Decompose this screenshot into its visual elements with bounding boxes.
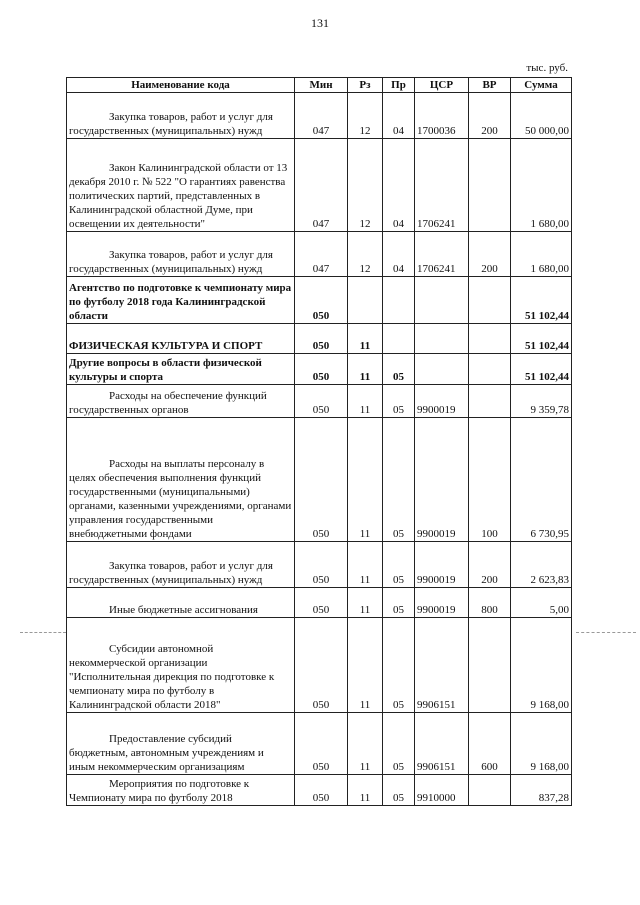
cell-csr: [415, 354, 469, 385]
cell-rz: 11: [348, 618, 383, 713]
cell-pr: 04: [383, 232, 415, 277]
col-header-csr: ЦСР: [415, 78, 469, 93]
cell-vr: 600: [469, 713, 511, 775]
cell-sum: 9 168,00: [511, 618, 572, 713]
cell-name: Закон Калининградской области от 13 декабря 2010 г. № 522 "О гарантиях равенства политических партий, представленных в Калининградской областной Думе, при освещении их деятельности": [67, 139, 295, 232]
budget-table: [66, 77, 572, 806]
cell-csr: 1706241: [415, 139, 469, 232]
cell-vr: 100: [469, 418, 511, 542]
table-row: [67, 775, 572, 806]
cell-pr: 05: [383, 588, 415, 618]
cell-vr: [469, 385, 511, 418]
cell-name: Закупка товаров, работ и услуг для государственных (муниципальных) нужд: [67, 542, 295, 588]
cell-name: Расходы на выплаты персоналу в целях обеспечения выполнения функций государственными (муниципальными) органами, казенными учреждениями, органами управления государственными внебюджетными фондами: [67, 418, 295, 542]
table-row: [67, 618, 572, 713]
cell-sum: 51 102,44: [511, 324, 572, 354]
table-row: [67, 542, 572, 588]
cell-sum: 1 680,00: [511, 139, 572, 232]
cell-rz: 11: [348, 385, 383, 418]
col-header-min: Мин: [295, 78, 348, 93]
col-header-pr: Пр: [383, 78, 415, 93]
table-header-row: [67, 78, 572, 93]
cell-pr: 04: [383, 93, 415, 139]
table-row: [67, 324, 572, 354]
cell-sum: 50 000,00: [511, 93, 572, 139]
cell-csr: [415, 324, 469, 354]
cell-sum: 9 359,78: [511, 385, 572, 418]
right-scan-line: [576, 632, 636, 633]
cell-rz: 12: [348, 139, 383, 232]
cell-rz: [348, 277, 383, 324]
col-header-vr: ВР: [469, 78, 511, 93]
cell-name: Субсидии автономной некоммерческой организации "Исполнительная дирекция по подготовке к чемпионату мира по футболу в Калининградской области 2018": [67, 618, 295, 713]
table-row: [67, 139, 572, 232]
cell-csr: 9906151: [415, 618, 469, 713]
cell-csr: 1700036: [415, 93, 469, 139]
table-row: [67, 418, 572, 542]
cell-min: 050: [295, 277, 348, 324]
cell-pr: 05: [383, 354, 415, 385]
cell-pr: 05: [383, 713, 415, 775]
cell-min: 050: [295, 713, 348, 775]
cell-csr: 9900019: [415, 588, 469, 618]
cell-min: 047: [295, 93, 348, 139]
table-row: [67, 354, 572, 385]
cell-sum: 51 102,44: [511, 277, 572, 324]
cell-name: Расходы на обеспечение функций государственных органов: [67, 385, 295, 418]
cell-min: 050: [295, 418, 348, 542]
table-row: [67, 277, 572, 324]
cell-rz: 12: [348, 93, 383, 139]
cell-min: 047: [295, 232, 348, 277]
units-label: тыс. руб.: [526, 62, 568, 74]
cell-sum: 6 730,95: [511, 418, 572, 542]
cell-pr: 05: [383, 618, 415, 713]
cell-csr: 9900019: [415, 418, 469, 542]
cell-pr: 05: [383, 385, 415, 418]
col-header-sum: Сумма: [511, 78, 572, 93]
left-scan-line: [20, 632, 66, 633]
cell-name: ФИЗИЧЕСКАЯ КУЛЬТУРА И СПОРТ: [67, 324, 295, 354]
cell-csr: 9910000: [415, 775, 469, 806]
cell-rz: 11: [348, 775, 383, 806]
cell-vr: [469, 277, 511, 324]
cell-min: 050: [295, 775, 348, 806]
cell-min: 050: [295, 385, 348, 418]
cell-vr: [469, 775, 511, 806]
cell-rz: 11: [348, 418, 383, 542]
cell-min: 047: [295, 139, 348, 232]
table-row: [67, 232, 572, 277]
cell-vr: [469, 354, 511, 385]
cell-rz: 11: [348, 354, 383, 385]
cell-pr: 04: [383, 139, 415, 232]
table-row: [67, 93, 572, 139]
cell-vr: 200: [469, 232, 511, 277]
cell-name: Агентство по подготовке к чемпионату мира по футболу 2018 года Калининградской области: [67, 277, 295, 324]
cell-name: Закупка товаров, работ и услуг для государственных (муниципальных) нужд: [67, 232, 295, 277]
cell-pr: 05: [383, 418, 415, 542]
cell-rz: 11: [348, 588, 383, 618]
table-row: [67, 713, 572, 775]
cell-csr: 9900019: [415, 385, 469, 418]
cell-vr: 200: [469, 542, 511, 588]
cell-rz: 11: [348, 324, 383, 354]
cell-min: 050: [295, 354, 348, 385]
cell-csr: 1706241: [415, 232, 469, 277]
cell-vr: [469, 618, 511, 713]
cell-name: Предоставление субсидий бюджетным, автономным учреждениям и иным некоммерческим организациям: [67, 713, 295, 775]
cell-name: Мероприятия по подготовке к Чемпионату мира по футболу 2018: [67, 775, 295, 806]
cell-pr: 05: [383, 542, 415, 588]
cell-name: Иные бюджетные ассигнования: [67, 588, 295, 618]
col-header-rz: Рз: [348, 78, 383, 93]
cell-name: Другие вопросы в области физической культуры и спорта: [67, 354, 295, 385]
cell-min: 050: [295, 324, 348, 354]
cell-rz: 11: [348, 542, 383, 588]
cell-name: Закупка товаров, работ и услуг для государственных (муниципальных) нужд: [67, 93, 295, 139]
table-row: [67, 385, 572, 418]
table-row: [67, 588, 572, 618]
cell-csr: [415, 277, 469, 324]
col-header-name: Наименование кода: [67, 78, 295, 93]
cell-rz: 11: [348, 713, 383, 775]
cell-pr: 05: [383, 775, 415, 806]
cell-rz: 12: [348, 232, 383, 277]
cell-vr: 800: [469, 588, 511, 618]
cell-sum: 2 623,83: [511, 542, 572, 588]
cell-csr: 9900019: [415, 542, 469, 588]
page-number: 131: [311, 16, 329, 30]
cell-vr: [469, 324, 511, 354]
cell-min: 050: [295, 542, 348, 588]
cell-min: 050: [295, 588, 348, 618]
cell-vr: [469, 139, 511, 232]
cell-min: 050: [295, 618, 348, 713]
cell-csr: 9906151: [415, 713, 469, 775]
cell-pr: [383, 324, 415, 354]
cell-sum: 5,00: [511, 588, 572, 618]
cell-vr: 200: [469, 93, 511, 139]
cell-pr: [383, 277, 415, 324]
cell-sum: 9 168,00: [511, 713, 572, 775]
cell-sum: 1 680,00: [511, 232, 572, 277]
cell-sum: 837,28: [511, 775, 572, 806]
cell-sum: 51 102,44: [511, 354, 572, 385]
